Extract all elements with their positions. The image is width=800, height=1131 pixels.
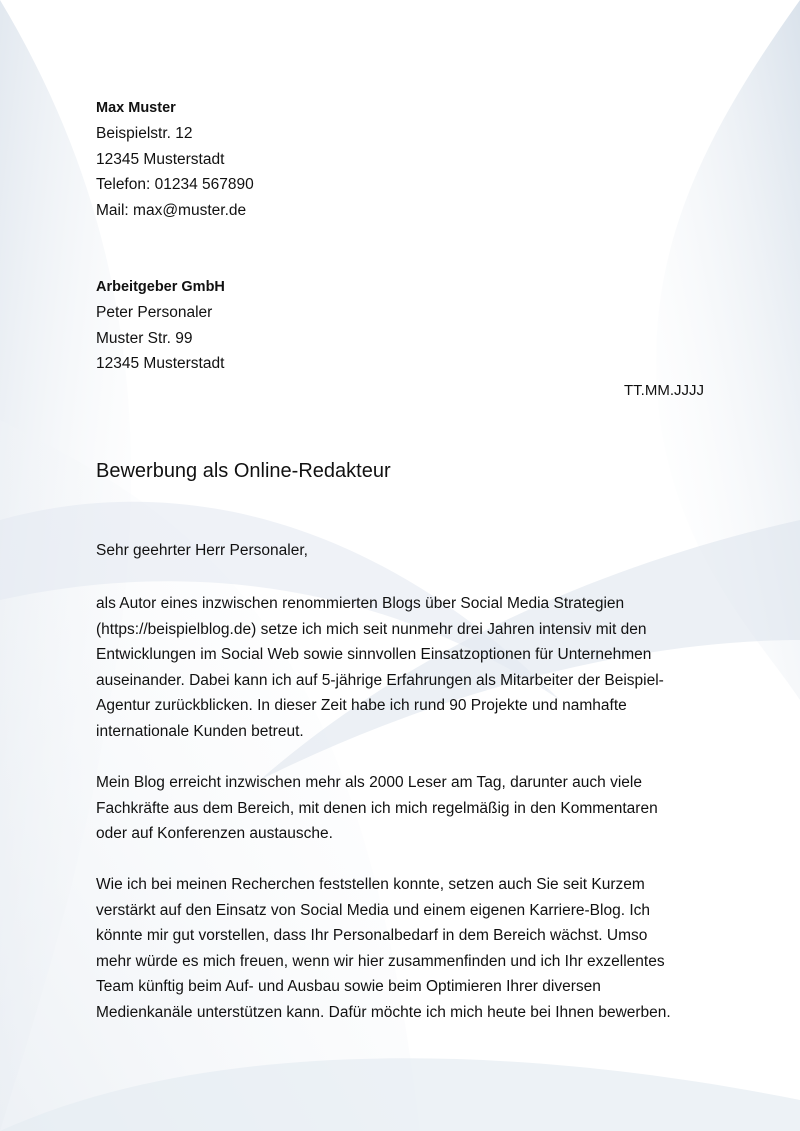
- letter-subject: Bewerbung als Online-Redakteur: [96, 460, 391, 482]
- letter-date: TT.MM.JJJJ: [624, 382, 704, 399]
- paragraph-line: internationale Kunden betreut.: [96, 722, 304, 740]
- paragraph-line: Medienkanäle unterstützen kann. Dafür möchte ich mich heute bei Ihnen bewerben.: [96, 1003, 671, 1021]
- paragraph-line: Fachkräfte aus dem Bereich, mit denen ich mich regelmäßig in den Kommentaren: [96, 799, 658, 817]
- paragraph-line: Agentur zurückblicken. In dieser Zeit habe ich rund 90 Projekte und namhafte: [96, 697, 627, 715]
- sender-street: Beispielstr. 12: [96, 125, 193, 142]
- sender-phone: Telefon: 01234 567890: [96, 176, 254, 193]
- paragraph-line: Entwicklungen im Social Web sowie sinnvollen Einsatzoptionen für Unternehmen: [96, 646, 652, 664]
- recipient-company: Arbeitgeber GmbH: [96, 279, 225, 295]
- paragraph-line: verstärkt auf den Einsatz von Social Media und einem eigenen Karriere-Blog. Ich: [96, 901, 650, 919]
- paragraph-line: oder auf Konferenzen austausche.: [96, 825, 333, 843]
- sender-mail: Mail: max@muster.de: [96, 202, 247, 219]
- recipient-person: Peter Personaler: [96, 304, 213, 321]
- paragraph-1: [96, 591, 716, 745]
- salutation: Sehr geehrter Herr Personaler,: [96, 542, 308, 559]
- recipient-city: 12345 Musterstadt: [96, 355, 225, 372]
- paragraph-line: Wie ich bei meinen Recherchen feststellen konnte, setzen auch Sie seit Kurzem: [96, 876, 645, 893]
- paragraph-3: [96, 872, 716, 1026]
- paragraph-line: mehr würde es mich freuen, wenn wir hier zusammenfinden und ich Ihr exzellentes: [96, 952, 665, 970]
- paragraph-line: Team künftig beim Auf- und Ausbau sowie beim Optimieren Ihrer diversen: [96, 978, 601, 996]
- paragraph-line: als Autor eines inzwischen renommierten Blogs über Social Media Strategien: [96, 595, 625, 612]
- paragraph-line: auseinander. Dabei kann ich auf 5-jährige Erfahrungen als Mitarbeiter der Beispiel-: [96, 671, 664, 689]
- sender-name: Max Muster: [96, 100, 176, 116]
- sender-city: 12345 Musterstadt: [96, 151, 225, 168]
- recipient-street: Muster Str. 99: [96, 330, 193, 347]
- paragraph-line: könnte mir gut vorstellen, dass Ihr Personalbedarf in dem Bereich wächst. Umso: [96, 927, 648, 945]
- paragraph-line: (https://beispielblog.de) setze ich mich seit nunmehr drei Jahren intensiv mit den: [96, 620, 647, 638]
- paragraph-2: [96, 770, 716, 847]
- paragraph-line: Mein Blog erreicht inzwischen mehr als 2000 Leser am Tag, darunter auch viele: [96, 774, 642, 791]
